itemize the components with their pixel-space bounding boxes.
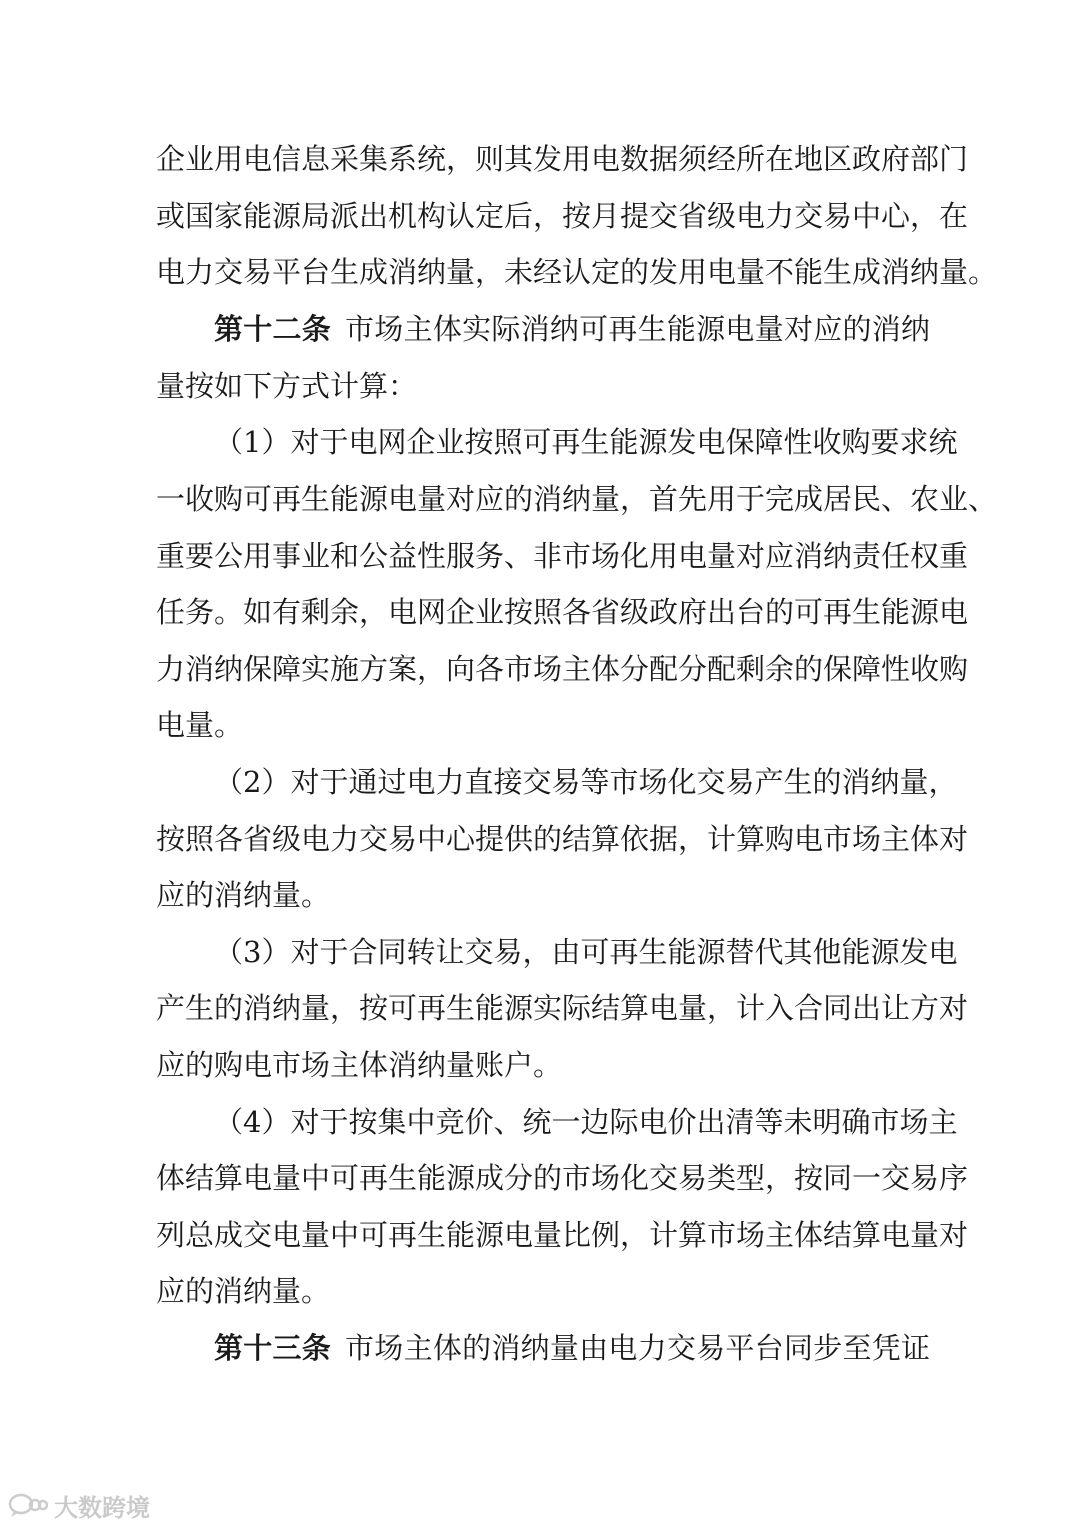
body-line: 任务。如有剩余，电网企业按照各省级政府出台的可再生能源电 bbox=[156, 595, 969, 629]
item-2-line: （2）对于通过电力直接交易等市场化交易产生的消纳量， bbox=[214, 765, 958, 799]
article-12-line bbox=[214, 309, 930, 349]
body-line: 应的消纳量。 bbox=[156, 878, 331, 912]
article-13-line bbox=[214, 1328, 930, 1368]
body-line: 一收购可再生能源电量对应的消纳量，首先用于完成居民、农业、 bbox=[156, 482, 998, 516]
body-line: 力消纳保障实施方案，向各市场主体分配分配剩余的保障性收购 bbox=[156, 652, 969, 686]
watermark bbox=[8, 1490, 150, 1520]
body-line: 重要公用事业和公益性服务、非市场化用电量对应消纳责任权重 bbox=[156, 539, 969, 573]
body-line: 应的购电市场主体消纳量账户。 bbox=[156, 1048, 563, 1082]
article-12-label: 第十二条 bbox=[214, 312, 332, 346]
body-text: 市场主体实际消纳可再生能源电量对应的消纳 bbox=[345, 312, 930, 346]
body-line: 按照各省级电力交易中心提供的结算依据，计算购电市场主体对 bbox=[156, 822, 969, 856]
body-line: 产生的消纳量，按可再生能源实际结算电量，计入合同出让方对 bbox=[156, 991, 969, 1025]
body-line: 企业用电信息采集系统，则其发用电数据须经所在地区政府部门 bbox=[156, 142, 969, 176]
item-4-line: （4）对于按集中竞价、统一边际电价出清等未明确市场主 bbox=[214, 1105, 958, 1139]
chat-bubble-icon bbox=[8, 1492, 48, 1518]
item-1-line: （1）对于电网企业按照可再生能源发电保障性收购要求统 bbox=[214, 425, 958, 459]
article-13-label: 第十三条 bbox=[214, 1331, 332, 1365]
body-line: 电力交易平台生成消纳量，未经认定的发用电量不能生成消纳量。 bbox=[156, 255, 998, 289]
body-line: 应的消纳量。 bbox=[156, 1274, 331, 1308]
body-line: 体结算电量中可再生能源成分的市场化交易类型，按同一交易序 bbox=[156, 1161, 969, 1195]
body-line: 量按如下方式计算： bbox=[156, 369, 418, 403]
body-text: 市场主体的消纳量由电力交易平台同步至凭证 bbox=[345, 1331, 930, 1365]
body-line: 列总成交电量中可再生能源电量比例，计算市场主体结算电量对 bbox=[156, 1218, 969, 1252]
item-3-line: （3）对于合同转让交易，由可再生能源替代其他能源发电 bbox=[214, 935, 958, 969]
body-line: 电量。 bbox=[156, 708, 244, 742]
watermark-text: 大数跨境 bbox=[54, 1493, 150, 1522]
body-line: 或国家能源局派出机构认定后，按月提交省级电力交易中心，在 bbox=[156, 199, 969, 233]
